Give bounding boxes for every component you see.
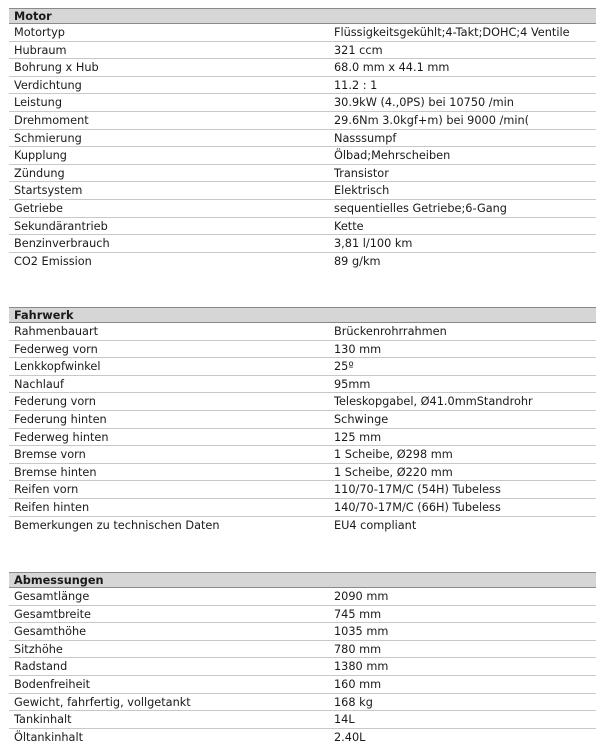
spec-value: 95mm: [334, 377, 371, 391]
spec-label: Gesamtbreite: [14, 607, 91, 621]
spec-row: [9, 24, 596, 42]
spec-label: Reifen hinten: [14, 500, 90, 514]
spec-label: Federung vorn: [14, 395, 96, 409]
spec-row: [9, 376, 596, 394]
spec-label: Radstand: [14, 660, 68, 674]
spec-label: Drehmoment: [14, 113, 89, 127]
section-motor: [9, 8, 596, 270]
spec-value: EU4 compliant: [334, 518, 417, 532]
spec-row: [9, 130, 596, 148]
spec-value: Nasssumpf: [334, 131, 397, 145]
spec-value: 2.40L: [334, 730, 366, 744]
spec-value: 1 Scheibe, Ø298 mm: [334, 448, 453, 462]
spec-label: Reifen vorn: [14, 483, 79, 497]
spec-value: 745 mm: [334, 607, 382, 621]
spec-label: Federweg vorn: [14, 342, 98, 356]
spec-row: [9, 658, 596, 676]
spec-label: Federweg hinten: [14, 430, 109, 444]
spec-label: Lenkkopfwinkel: [14, 360, 101, 374]
spec-row: [9, 42, 596, 60]
spec-value: Ölbad;Mehrscheiben: [334, 149, 451, 163]
spec-row: [9, 77, 596, 95]
spec-label: Leistung: [14, 96, 62, 110]
spec-row: [9, 112, 596, 130]
spec-label: Startsystem: [14, 184, 83, 198]
spec-rows: [9, 24, 596, 270]
spec-label: Sekundärantrieb: [14, 219, 108, 233]
spec-row: [9, 729, 596, 747]
section-title: Motor: [9, 8, 596, 24]
spec-row: [9, 59, 596, 77]
spec-value: 2090 mm: [334, 590, 389, 603]
spec-row: [9, 446, 596, 464]
spec-value: 11.2 : 1: [334, 78, 378, 92]
spec-value: 30.9kW (4.,0PS) bei 10750 /min: [334, 96, 514, 110]
spec-value: 1035 mm: [334, 625, 389, 639]
spec-row: [9, 606, 596, 624]
spec-rows: [9, 588, 596, 746]
spec-value: 110/70-17M/C (54H) Tubeless: [334, 483, 501, 497]
spec-label: Bemerkungen zu technischen Daten: [14, 518, 220, 532]
spec-value: 321 ccm: [334, 43, 383, 57]
spec-row: [9, 341, 596, 359]
spec-value: Kette: [334, 219, 364, 233]
spec-label: Bohrung x Hub: [14, 61, 99, 75]
spec-label: Motortyp: [14, 26, 65, 39]
spec-value: 3,81 l/100 km: [334, 237, 413, 251]
spec-value: 25º: [334, 360, 354, 374]
spec-row: [9, 94, 596, 112]
spec-row: [9, 694, 596, 712]
spec-row: [9, 323, 596, 341]
spec-row: [9, 253, 596, 271]
spec-row: [9, 411, 596, 429]
spec-label: Tankinhalt: [14, 713, 72, 727]
spec-label: Bremse vorn: [14, 448, 86, 462]
spec-label: Verdichtung: [14, 78, 82, 92]
spec-row: [9, 147, 596, 165]
spec-label: Zündung: [14, 166, 65, 180]
spec-label: Rahmenbauart: [14, 325, 99, 338]
spec-label: Sitzhöhe: [14, 642, 63, 656]
spec-value: 1 Scheibe, Ø220 mm: [334, 465, 453, 479]
spec-row: [9, 429, 596, 447]
section-fahrwerk: [9, 307, 596, 534]
spec-value: sequentielles Getriebe;6-Gang: [334, 201, 507, 215]
spec-value: Schwinge: [334, 412, 389, 426]
spec-row: [9, 165, 596, 183]
spec-value: 14L: [334, 713, 355, 727]
spec-value: 125 mm: [334, 430, 382, 444]
section-title: Fahrwerk: [9, 307, 596, 323]
spec-row: [9, 499, 596, 517]
spec-value: 140/70-17M/C (66H) Tubeless: [334, 500, 501, 514]
spec-row: [9, 481, 596, 499]
section-title: Abmessungen: [9, 572, 596, 588]
spec-rows: [9, 323, 596, 534]
spec-label: Kupplung: [14, 149, 67, 163]
spec-value: 29.6Nm 3.0kgf+m) bei 9000 /min(: [334, 113, 530, 127]
spec-row: [9, 464, 596, 482]
spec-label: Schmierung: [14, 131, 82, 145]
spec-row: [9, 588, 596, 606]
spec-label: Gesamthöhe: [14, 625, 87, 639]
spec-row: [9, 641, 596, 659]
spec-value: 780 mm: [334, 642, 382, 656]
spec-value: 1380 mm: [334, 660, 389, 674]
spec-row: [9, 218, 596, 236]
spec-row: [9, 517, 596, 535]
spec-row: [9, 358, 596, 376]
spec-value: 160 mm: [334, 677, 382, 691]
spec-row: [9, 623, 596, 641]
spec-row: [9, 393, 596, 411]
spec-value: 68.0 mm x 44.1 mm: [334, 61, 450, 75]
spec-label: Gewicht, fahrfertig, vollgetankt: [14, 695, 191, 709]
spec-label: Nachlauf: [14, 377, 64, 391]
spec-label: Getriebe: [14, 201, 63, 215]
spec-value: Teleskopgabel, Ø41.0mmStandrohr: [334, 395, 533, 409]
spec-label: CO2 Emission: [14, 254, 92, 268]
spec-label: Benzinverbrauch: [14, 237, 110, 251]
spec-label: Hubraum: [14, 43, 67, 57]
spec-label: Federung hinten: [14, 412, 107, 426]
spec-row: [9, 711, 596, 729]
spec-row: [9, 200, 596, 218]
spec-value: 168 kg: [334, 695, 373, 709]
spec-value: Brückenrohrrahmen: [334, 325, 447, 338]
spec-value: 130 mm: [334, 342, 382, 356]
spec-row: [9, 676, 596, 694]
spec-value: Flüssigkeitsgekühlt;4-Takt;DOHC;4 Ventile: [334, 26, 570, 39]
section-abmessungen: [9, 572, 596, 746]
spec-row: [9, 182, 596, 200]
spec-label: Bremse hinten: [14, 465, 97, 479]
spec-label: Bodenfreiheit: [14, 677, 91, 691]
spec-value: 89 g/km: [334, 254, 381, 268]
spec-row: [9, 235, 596, 253]
spec-value: Transistor: [334, 166, 389, 180]
spec-label: Öltankinhalt: [14, 730, 84, 744]
spec-value: Elektrisch: [334, 184, 390, 198]
spec-label: Gesamtlänge: [14, 590, 90, 603]
